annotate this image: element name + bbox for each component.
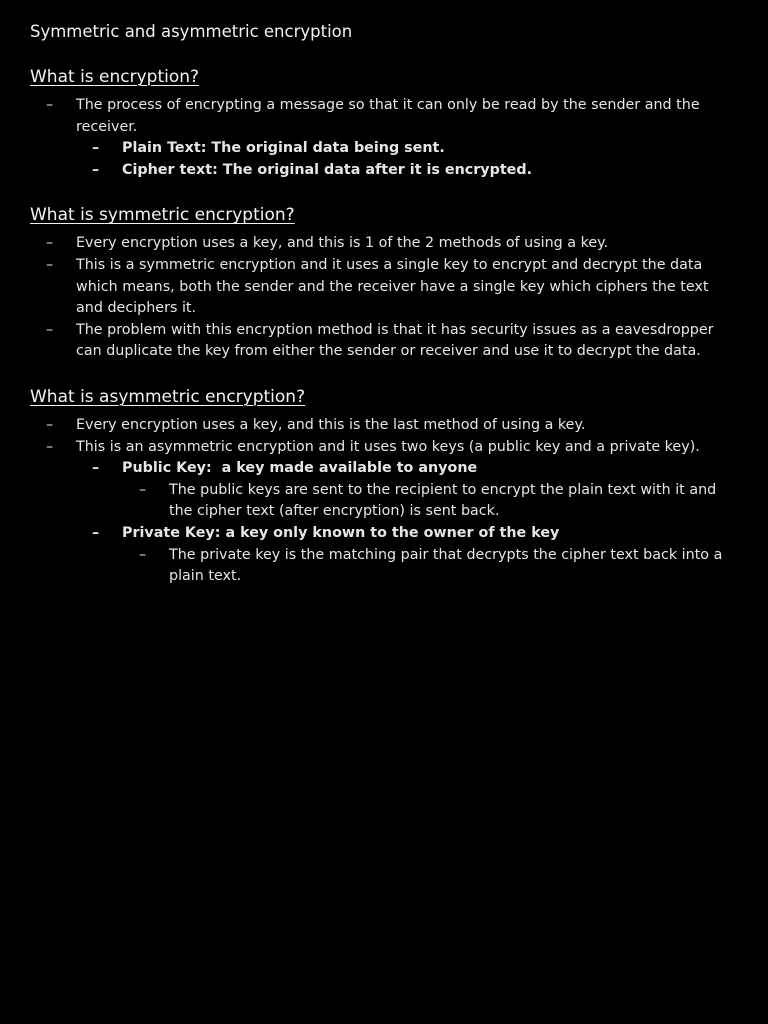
dash-bullet-icon: –	[46, 321, 54, 338]
dash-bullet-icon: –	[139, 481, 147, 498]
dash-bullet-icon: –	[46, 235, 54, 252]
bullet-list	[30, 95, 738, 181]
dash-bullet-icon: –	[92, 524, 100, 541]
section-heading: What is symmetric encryption?	[30, 205, 295, 226]
list-item-text: Every encryption uses a key, and this is the last method of using a key.	[76, 416, 586, 433]
list-item-text: Private Key: a key only known to the owner of the key	[122, 524, 560, 541]
list-item-text: The public keys are sent to the recipient to encrypt the plain text with it and the cipher text (after encryption) is sent back.	[169, 481, 717, 520]
list-item	[30, 233, 738, 255]
note-title: Symmetric and asymmetric encryption	[30, 22, 353, 41]
list-item	[30, 415, 738, 437]
list-item	[30, 545, 738, 588]
section-heading: What is asymmetric encryption?	[30, 386, 306, 407]
list-item	[30, 480, 738, 523]
list-item-text: Every encryption uses a key, and this is 1 of the 2 methods of using a key.	[76, 235, 609, 252]
list-item-text: Plain Text: The original data being sent.	[122, 140, 445, 157]
dash-bullet-icon: –	[46, 416, 54, 433]
dash-bullet-icon: –	[46, 97, 54, 113]
list-item	[30, 523, 738, 545]
list-item-text: The problem with this encryption method is that it has security issues as a eavesdropper can duplicate the key from either the sender or receiver and use it to decrypt the data.	[76, 321, 714, 360]
section-what-is-asymmetric-encryption	[30, 385, 738, 588]
dash-bullet-icon: –	[92, 460, 100, 477]
section-what-is-symmetric-encryption	[30, 203, 738, 363]
list-item	[30, 458, 738, 480]
bullet-list	[30, 233, 738, 363]
list-item	[30, 138, 738, 160]
list-item-text: The private key is the matching pair that decrypts the cipher text back into a plain text.	[169, 546, 723, 585]
list-item	[30, 255, 738, 320]
bullet-list	[30, 415, 738, 588]
section-heading: What is encryption?	[30, 67, 200, 87]
list-item-text: Cipher text: The original data after it is encrypted.	[122, 161, 533, 178]
list-item	[30, 320, 738, 363]
list-item	[30, 437, 738, 459]
list-item	[30, 160, 738, 182]
dash-bullet-icon: –	[92, 161, 100, 178]
list-item-text: Public Key: a key made available to anyone	[122, 460, 478, 477]
list-item-text: The process of encrypting a message so that it can only be read by the sender and the receiver.	[76, 97, 700, 135]
dash-bullet-icon: –	[139, 546, 147, 563]
list-item-text: This is a symmetric encryption and it uses a single key to encrypt and decrypt the data which means, both the sender and the receiver have a single key which ciphers the text and deciphers it.	[76, 256, 709, 317]
section-what-is-encryption	[30, 65, 738, 181]
list-item	[30, 95, 738, 138]
list-item-text: This is an asymmetric encryption and it uses two keys (a public key and a private key).	[76, 438, 700, 455]
dash-bullet-icon: –	[46, 438, 54, 455]
dash-bullet-icon: –	[92, 140, 100, 157]
dash-bullet-icon: –	[46, 256, 54, 273]
